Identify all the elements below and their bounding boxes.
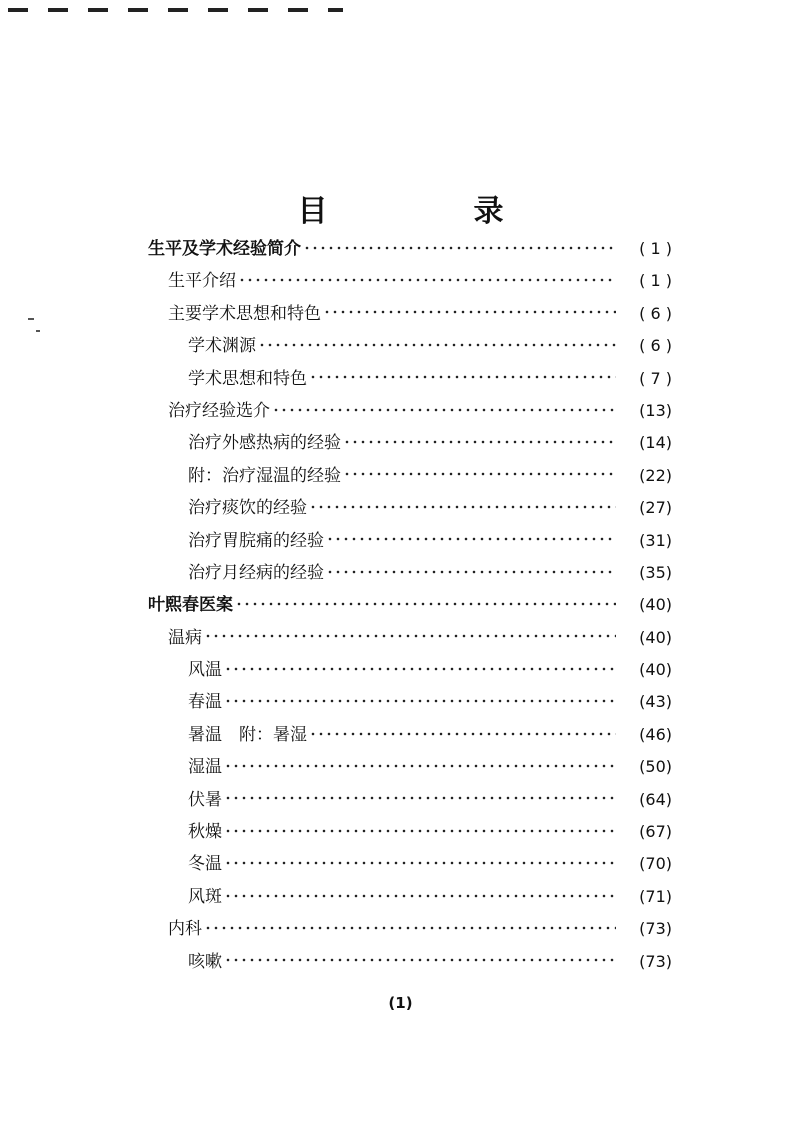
toc-entry-page: (67) (639, 822, 672, 842)
toc-leader-dots (343, 431, 616, 448)
toc-leader-dots (224, 788, 616, 805)
page-title: 目 录 (297, 194, 562, 230)
toc-entry-page: (40) (639, 660, 672, 680)
toc-entry[interactable] (148, 816, 672, 848)
toc-entry-label: 风斑 (188, 886, 222, 907)
toc-entry-page: (70) (639, 854, 672, 874)
toc-entry-page: (43) (639, 692, 672, 712)
toc-leader-dots (343, 464, 616, 481)
toc-leader-dots (224, 852, 616, 869)
toc-entry-label: 治疗经验选介 (168, 400, 270, 421)
toc-leader-dots (272, 399, 616, 416)
toc-entry-page: ( 1 ) (639, 271, 672, 291)
toc-entry-page: ( 7 ) (639, 368, 672, 388)
toc-entry-label: 风温 (188, 660, 222, 681)
footer-page-number: (1) (388, 994, 413, 1012)
toc-entry[interactable] (148, 363, 672, 395)
toc-entry-label: 主要学术思想和特色 (168, 303, 321, 324)
toc-entry-label: 春温 (188, 692, 222, 713)
toc-entry-page: (73) (639, 951, 672, 971)
toc-entry[interactable] (148, 395, 672, 427)
toc-entry[interactable] (148, 427, 672, 459)
toc-entry-page: (64) (639, 789, 672, 809)
toc-entry-page: (46) (639, 724, 672, 744)
toc-entry[interactable] (148, 589, 672, 621)
toc-entry-page: (14) (639, 433, 672, 453)
toc-leader-dots (204, 917, 616, 934)
toc-entry-label: 治疗痰饮的经验 (188, 498, 307, 519)
toc-entry-label: 咳嗽 (188, 951, 222, 972)
toc-leader-dots (224, 885, 616, 902)
toc-entry-label: 叶熙春医案 (148, 595, 233, 616)
toc-entry-page: (40) (639, 627, 672, 647)
toc-entry-label: 内科 (168, 919, 202, 940)
toc-entry-label: 生平及学术经验简介 (148, 239, 301, 259)
scan-top-dashes (8, 8, 343, 12)
toc-entry[interactable] (148, 298, 672, 330)
toc-entry[interactable] (148, 913, 672, 945)
toc-entry-page: (40) (639, 595, 672, 615)
toc-entry-page: (27) (639, 498, 672, 518)
toc-entry-page: (31) (639, 530, 672, 550)
toc-entry-label: 暑温 附：暑湿 (188, 724, 307, 745)
toc-leader-dots (258, 334, 616, 351)
toc-leader-dots (309, 496, 616, 513)
toc-entry-label: 治疗月经病的经验 (188, 562, 324, 583)
toc-entry-page: (13) (639, 400, 672, 420)
toc-entry[interactable] (148, 686, 672, 718)
toc-entry-label: 附：治疗湿温的经验 (188, 465, 341, 486)
toc-leader-dots (224, 690, 616, 707)
toc-entry[interactable] (148, 265, 672, 297)
toc-entry[interactable] (148, 233, 672, 265)
toc-leader-dots (309, 367, 616, 384)
toc-entry[interactable] (148, 784, 672, 816)
toc-entry-label: 冬温 (188, 854, 222, 875)
toc-entry[interactable] (148, 460, 672, 492)
toc-entry-page: (71) (639, 886, 672, 906)
toc-entry-label: 湿温 (188, 757, 222, 778)
toc-entry-label: 生平介绍 (168, 271, 236, 292)
toc-entry[interactable] (148, 492, 672, 524)
toc-entry[interactable] (148, 330, 672, 362)
toc-leader-dots (224, 755, 616, 772)
scan-margin-mark (28, 318, 34, 320)
toc-leader-dots (238, 269, 616, 286)
scan-margin-mark (36, 330, 40, 332)
toc-entry[interactable] (148, 946, 672, 978)
toc-leader-dots (323, 302, 616, 319)
toc-entry-label: 温病 (168, 627, 202, 648)
toc-entry[interactable] (148, 622, 672, 654)
toc-leader-dots (326, 529, 616, 546)
toc-entry[interactable] (148, 719, 672, 751)
toc-entry-page: (73) (639, 919, 672, 939)
toc-entry-page: (50) (639, 757, 672, 777)
toc-entry[interactable] (148, 881, 672, 913)
toc-entry[interactable] (148, 751, 672, 783)
toc-entry[interactable] (148, 654, 672, 686)
toc-leader-dots (224, 950, 616, 967)
toc-leader-dots (204, 626, 616, 643)
toc-entry-label: 治疗外感热病的经验 (188, 433, 341, 454)
toc-entry[interactable] (148, 525, 672, 557)
toc-entry-page: (22) (639, 465, 672, 485)
toc-leader-dots (309, 723, 616, 740)
toc-entry-label: 学术思想和特色 (188, 368, 307, 389)
toc-leader-dots (303, 237, 616, 254)
toc-entry-label: 伏暑 (188, 789, 222, 810)
toc-entry-page: ( 1 ) (639, 239, 672, 258)
toc-leader-dots (224, 820, 616, 837)
toc-entry-label: 秋燥 (188, 822, 222, 843)
toc-entry[interactable] (148, 848, 672, 880)
toc-entry-label: 学术渊源 (188, 336, 256, 357)
toc-leader-dots (235, 593, 616, 610)
toc-leader-dots (326, 561, 616, 578)
toc-entry-page: ( 6 ) (639, 303, 672, 323)
toc-entry-label: 治疗胃脘痛的经验 (188, 530, 324, 551)
toc-leader-dots (224, 658, 616, 675)
toc-entry-page: ( 6 ) (639, 336, 672, 356)
table-of-contents (148, 233, 672, 978)
toc-entry-page: (35) (639, 562, 672, 582)
toc-entry[interactable] (148, 557, 672, 589)
